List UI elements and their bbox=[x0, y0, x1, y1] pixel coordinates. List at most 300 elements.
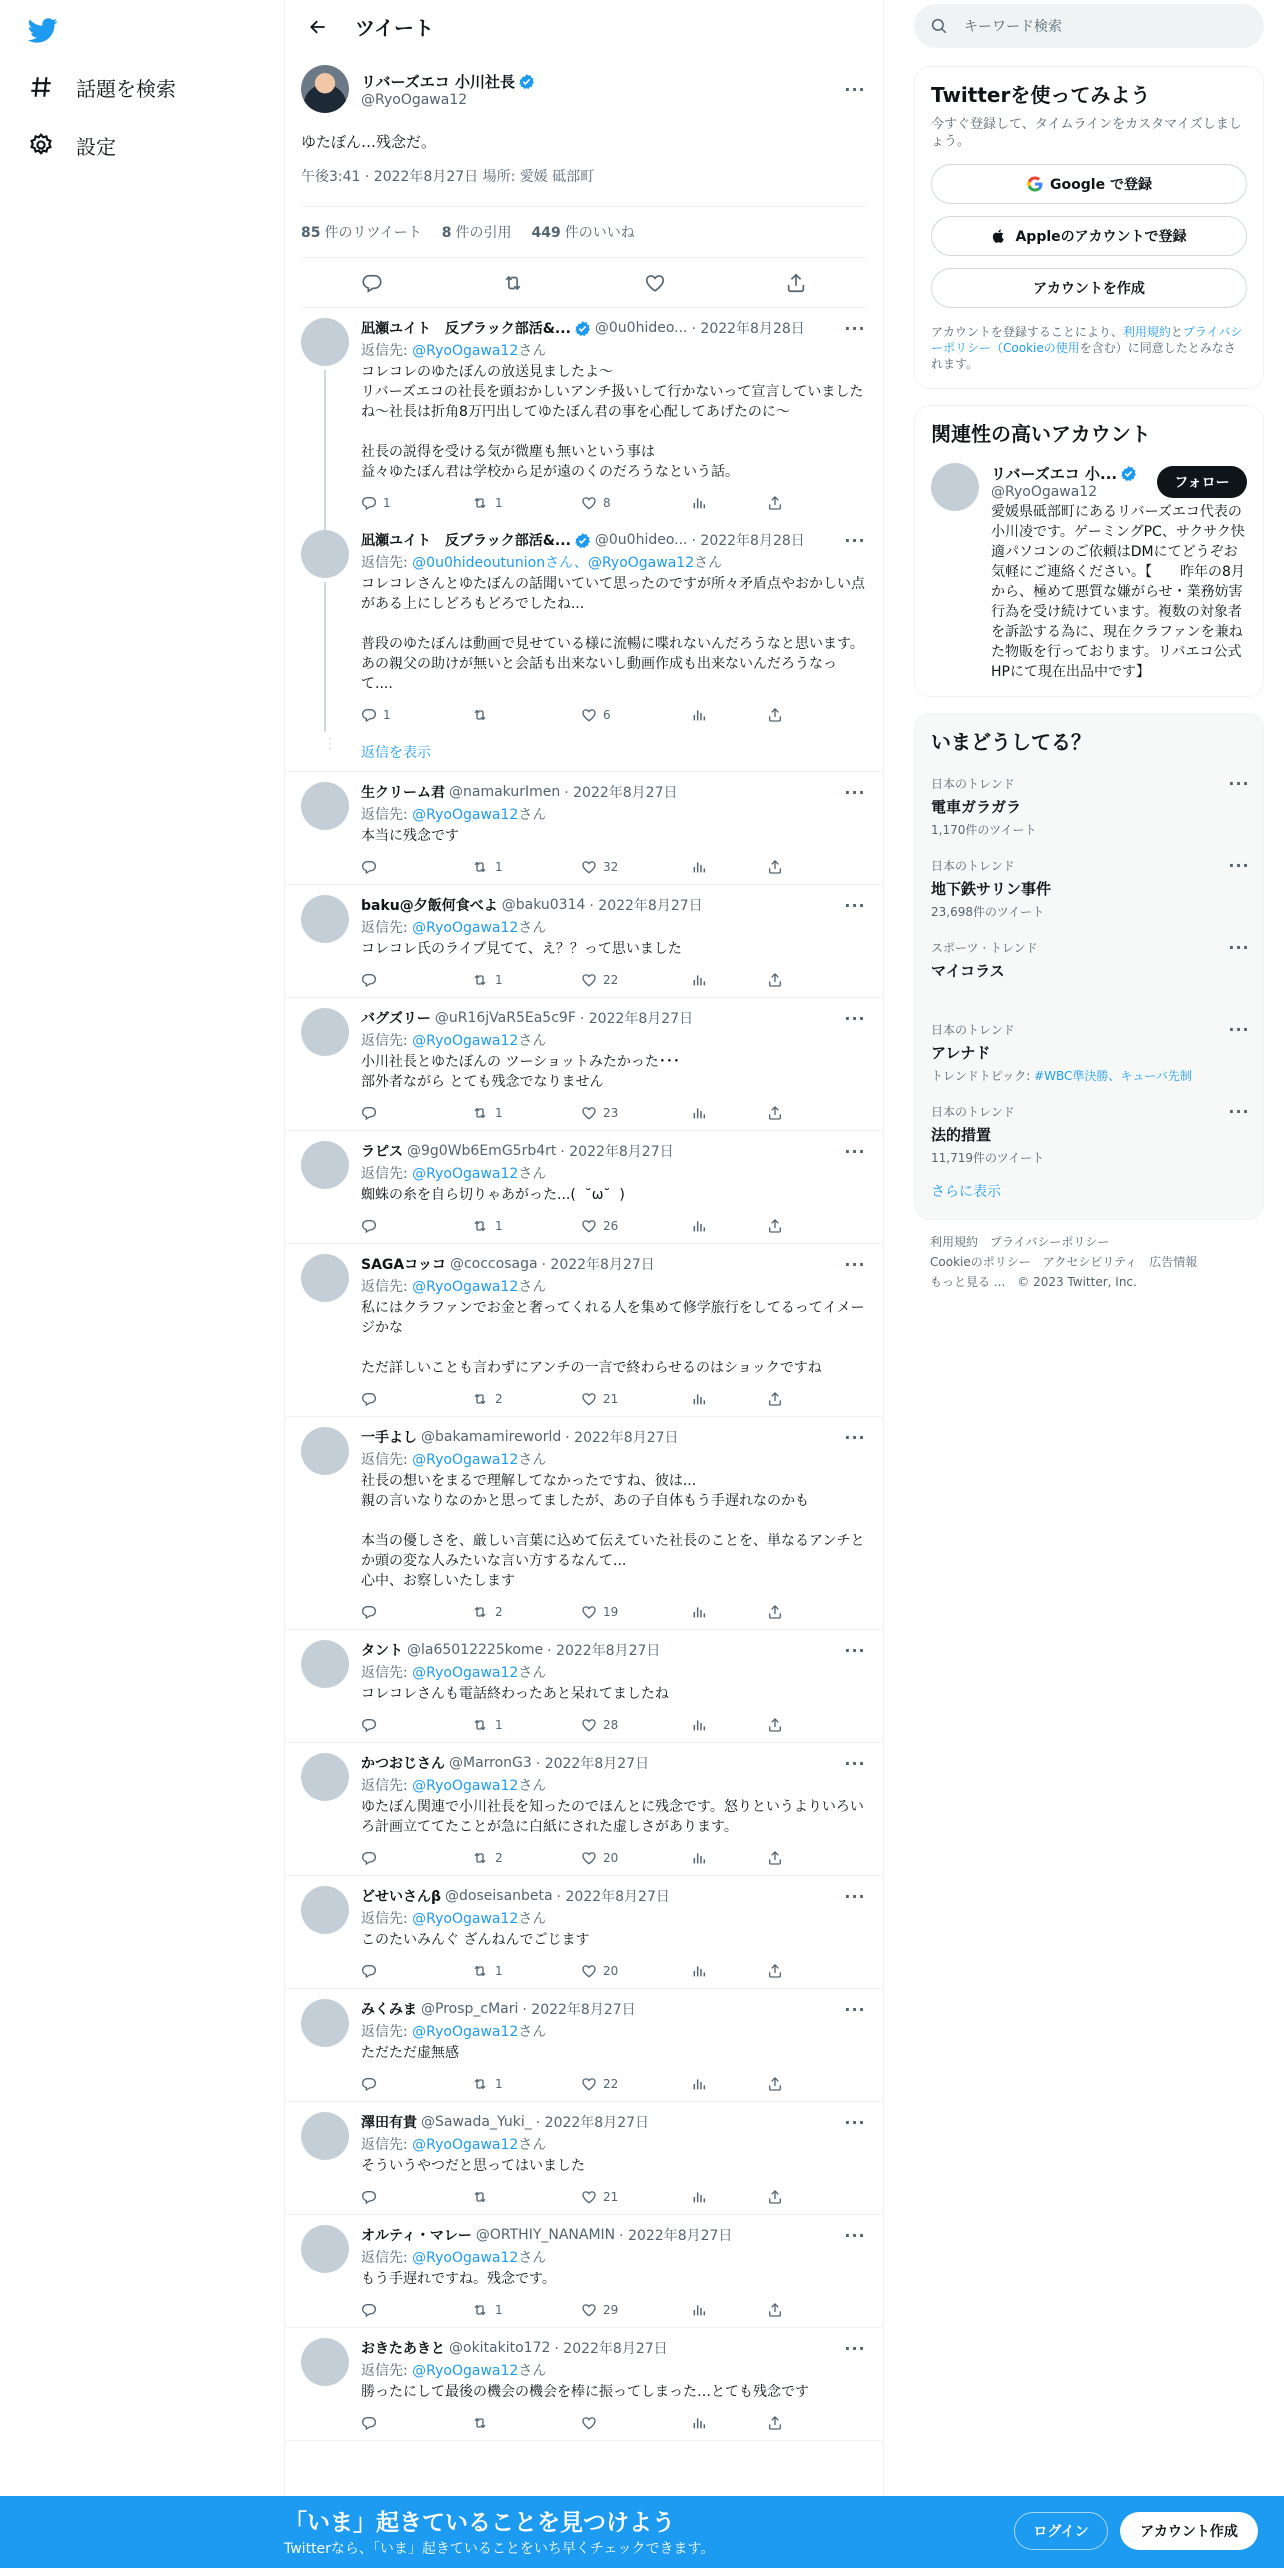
reply-to-line: 返信先: @RyoOgawa12さん bbox=[361, 2137, 547, 2153]
reply-date[interactable]: · 2022年8月28日 bbox=[691, 321, 805, 337]
share-icon bbox=[767, 1604, 789, 1620]
more-options-icon[interactable]: ··· bbox=[1228, 937, 1250, 957]
signup-banner bbox=[0, 2496, 1284, 2568]
reply-actions bbox=[361, 963, 867, 997]
share-button[interactable] bbox=[767, 2415, 843, 2431]
like-button[interactable]: 6 bbox=[581, 707, 691, 723]
reply-tweet[interactable] bbox=[285, 308, 883, 520]
banner-headline: 「いま」起きていることを見つけよう bbox=[284, 2510, 675, 2536]
retweet-button[interactable]: 1 bbox=[471, 2076, 581, 2092]
reply-author-handle[interactable]: @la65012225kome bbox=[407, 1642, 544, 1658]
reply-icon bbox=[361, 2189, 383, 2205]
share-button[interactable] bbox=[767, 1105, 843, 1121]
like-icon bbox=[581, 972, 603, 988]
login-button[interactable]: ログイン bbox=[1014, 2512, 1108, 2550]
like-icon bbox=[581, 1963, 603, 1979]
like-icon[interactable] bbox=[644, 272, 666, 294]
reply-date[interactable]: · 2022年8月27日 bbox=[619, 2228, 733, 2244]
trends-title: いまどうしてる？ bbox=[931, 730, 1091, 754]
reply-author-name[interactable]: タント bbox=[361, 1643, 403, 1659]
reply-author-name[interactable]: バグズリー bbox=[361, 1011, 431, 1027]
privacy-link[interactable]: プライバシーポリシー（Cookieの使用 bbox=[931, 325, 1243, 355]
reply-author-name[interactable]: みくみま bbox=[361, 2002, 417, 2018]
reply-to-line: 返信先: @RyoOgawa12さん bbox=[361, 1778, 547, 1794]
retweet-button[interactable] bbox=[471, 707, 581, 723]
reply-to-line: 返信先: @RyoOgawa12さん bbox=[361, 1911, 547, 1927]
views-button[interactable] bbox=[691, 1218, 767, 1234]
share-button[interactable] bbox=[767, 2076, 843, 2092]
more-options-icon[interactable]: ··· bbox=[844, 2338, 866, 2358]
avatar[interactable] bbox=[301, 530, 349, 578]
reply-button[interactable] bbox=[361, 1604, 471, 1620]
share-button[interactable] bbox=[767, 1850, 843, 1866]
like-button[interactable]: 22 bbox=[581, 972, 691, 988]
reply-button[interactable] bbox=[361, 2076, 471, 2092]
reply-author-name[interactable]: かつおじさん bbox=[361, 1756, 445, 1772]
reply-author-handle[interactable]: @uR16jVaR5Ea5c9F bbox=[434, 1010, 576, 1026]
reply-to-mention[interactable]: @RyoOgawa12 bbox=[412, 1166, 519, 1182]
footer-link[interactable]: 利用規約 bbox=[930, 1235, 979, 1249]
more-options-icon[interactable]: ··· bbox=[1228, 1019, 1250, 1039]
reply-actions bbox=[361, 1708, 867, 1742]
avatar[interactable] bbox=[301, 1141, 349, 1189]
reply-button[interactable] bbox=[361, 1963, 471, 1979]
like-button[interactable]: 26 bbox=[581, 1218, 691, 1234]
reply-date[interactable]: · 2022年8月27日 bbox=[535, 2115, 650, 2131]
reply-text: コレコレさんも電話終わったあと呆れてましたね bbox=[361, 1686, 669, 1702]
like-button[interactable]: 22 bbox=[581, 2076, 691, 2092]
share-button[interactable] bbox=[767, 2189, 843, 2205]
share-icon bbox=[767, 495, 789, 511]
views-icon bbox=[691, 707, 713, 723]
reply-button[interactable] bbox=[361, 972, 471, 988]
reply-button[interactable]: 1 bbox=[361, 495, 471, 511]
more-options-icon[interactable]: ··· bbox=[844, 782, 866, 802]
reply-to-mention[interactable]: @RyoOgawa12 bbox=[412, 2363, 519, 2379]
like-icon bbox=[581, 1850, 603, 1866]
follow-button[interactable]: フォロー bbox=[1157, 466, 1247, 498]
trends-card bbox=[914, 713, 1264, 1220]
reply-author-handle[interactable]: @0u0hideo... bbox=[594, 532, 688, 548]
quote-count[interactable]: 8 件の引用 bbox=[441, 225, 512, 241]
views-icon bbox=[691, 1963, 713, 1979]
trend-meta: 日本のトレンド bbox=[931, 859, 1015, 873]
like-button[interactable]: 23 bbox=[581, 1105, 691, 1121]
avatar[interactable] bbox=[301, 1753, 349, 1801]
reply-icon bbox=[361, 1105, 383, 1121]
reply-date[interactable]: · 2022年8月27日 bbox=[522, 2002, 636, 2018]
views-button[interactable] bbox=[691, 1105, 767, 1121]
reply-date[interactable]: · 2022年8月27日 bbox=[560, 1144, 674, 1160]
reply-date[interactable]: · 2022年8月27日 bbox=[554, 2341, 668, 2357]
reply-author-handle[interactable]: @0u0hideo... bbox=[594, 320, 688, 336]
share-button[interactable] bbox=[767, 1218, 843, 1234]
reply-author-name[interactable]: baku@夕飯何食べよ bbox=[361, 898, 498, 914]
like-button[interactable]: 32 bbox=[581, 859, 691, 875]
retweet-icon bbox=[471, 2076, 495, 2092]
avatar[interactable] bbox=[301, 2338, 349, 2386]
retweet-button[interactable]: 2 bbox=[471, 1604, 581, 1620]
reply-author-handle[interactable]: @doseisanbeta bbox=[445, 1888, 553, 1904]
views-icon bbox=[691, 2076, 713, 2092]
retweet-button[interactable]: 2 bbox=[471, 1391, 581, 1407]
reply-author-name[interactable]: 生クリーム君 bbox=[361, 785, 445, 801]
share-button[interactable] bbox=[767, 495, 843, 511]
apple-signup-button[interactable]: Appleのアカウントで登録 bbox=[931, 216, 1247, 256]
share-button[interactable] bbox=[767, 707, 843, 723]
more-options-icon[interactable]: ··· bbox=[844, 79, 866, 99]
views-button[interactable] bbox=[691, 1717, 767, 1733]
author-name[interactable]: リバーズエコ 小川社長 bbox=[361, 72, 516, 91]
retweet-button[interactable] bbox=[471, 2415, 581, 2431]
avatar[interactable] bbox=[301, 1008, 349, 1056]
reply-author-name[interactable]: どせいさんβ bbox=[361, 1889, 442, 1905]
share-button[interactable] bbox=[767, 859, 843, 875]
avatar[interactable] bbox=[301, 65, 349, 113]
trend-name: アレナド bbox=[931, 1044, 991, 1062]
views-button[interactable] bbox=[691, 2302, 767, 2318]
gear-icon bbox=[26, 130, 56, 160]
reply-to-mention[interactable]: @RyoOgawa12 bbox=[412, 1452, 519, 1468]
search-box[interactable] bbox=[914, 4, 1264, 48]
reply-button[interactable] bbox=[361, 2302, 471, 2318]
reply-tweet[interactable] bbox=[285, 772, 883, 885]
avatar[interactable] bbox=[301, 1427, 349, 1475]
share-button[interactable] bbox=[767, 1717, 843, 1733]
reply-to-line: 返信先: @RyoOgawa12さん bbox=[361, 1166, 547, 1182]
avatar[interactable] bbox=[301, 2112, 349, 2160]
like-button[interactable]: 29 bbox=[581, 2302, 691, 2318]
reply-tweet[interactable] bbox=[285, 1743, 883, 1876]
trend-topic: トレンドトピック: #WBC準決勝、キューバ先制 bbox=[931, 1069, 1192, 1083]
more-options-icon[interactable]: ··· bbox=[844, 530, 866, 550]
terms-link[interactable]: 利用規約 bbox=[1122, 325, 1171, 339]
footer-more-link[interactable]: もっと見る ... bbox=[930, 1275, 1006, 1289]
reply-tweet[interactable] bbox=[285, 1131, 883, 1244]
reply-to-mention[interactable]: @RyoOgawa12 bbox=[412, 343, 519, 359]
reply-button[interactable] bbox=[361, 2189, 471, 2205]
reply-text: もう手遅れですね。残念です。 bbox=[361, 2271, 556, 2287]
related-account[interactable] bbox=[931, 463, 1247, 682]
reply-button[interactable] bbox=[361, 859, 471, 875]
reply-button[interactable] bbox=[361, 1218, 471, 1234]
reply-to-mention[interactable]: @RyoOgawa12 bbox=[412, 1033, 519, 1049]
footer-link[interactable]: プライバシーポリシー bbox=[990, 1235, 1110, 1249]
trend-item[interactable] bbox=[915, 927, 1263, 1009]
thread-line bbox=[324, 520, 326, 528]
views-button[interactable] bbox=[691, 1391, 767, 1407]
reply-to-mention[interactable]: @RyoOgawa12 bbox=[412, 2137, 519, 2153]
verified-badge-icon bbox=[1120, 465, 1137, 482]
avatar[interactable] bbox=[301, 1254, 349, 1302]
show-replies-link[interactable]: ⋮ 返信を表示 bbox=[285, 732, 883, 772]
reply-to-mention[interactable]: @0u0hideoutunionさん、@RyoOgawa12 bbox=[412, 555, 695, 571]
reply-date[interactable]: · 2022年8月27日 bbox=[541, 1257, 655, 1273]
nav-settings[interactable] bbox=[26, 121, 116, 169]
trends-show-more[interactable]: さらに表示 bbox=[931, 1184, 1001, 1200]
google-logo-icon bbox=[1026, 175, 1044, 193]
trend-item[interactable] bbox=[915, 1091, 1263, 1173]
avatar[interactable] bbox=[301, 1640, 349, 1688]
retweet-icon[interactable] bbox=[502, 272, 524, 294]
create-account-button[interactable]: アカウントを作成 bbox=[931, 268, 1247, 308]
more-options-icon[interactable]: ··· bbox=[1228, 773, 1250, 793]
views-button[interactable] bbox=[691, 2076, 767, 2092]
reply-tweet[interactable] bbox=[285, 1244, 883, 1417]
reply-author-handle[interactable]: @MarronG3 bbox=[449, 1755, 532, 1771]
reply-author-name[interactable]: オルティ・マレー bbox=[361, 2228, 472, 2244]
reply-text: 私にはクラファンでお金と奢ってくれる人を集めて修学旅行をしてるってイメージかな ただ詳しいことも言わずにアンチの一言で終わらせるのはショックですね bbox=[361, 1300, 865, 1376]
avatar[interactable] bbox=[301, 2225, 349, 2273]
thread-line bbox=[324, 370, 326, 530]
share-button[interactable] bbox=[767, 1604, 843, 1620]
trend-item[interactable] bbox=[915, 1009, 1263, 1091]
reply-tweet[interactable] bbox=[285, 1989, 883, 2102]
reply-tweet[interactable] bbox=[285, 1876, 883, 1989]
page-title: ツイート bbox=[355, 16, 434, 40]
tweet-meta[interactable]: 午後3:41 · 2022年8月27日 場所: 愛媛 砥部町 bbox=[301, 169, 595, 185]
more-options-icon[interactable]: ··· bbox=[844, 1427, 866, 1447]
more-options-icon[interactable]: ··· bbox=[844, 318, 866, 338]
reply-tweet[interactable] bbox=[285, 2328, 883, 2441]
more-options-icon[interactable]: ··· bbox=[844, 1886, 866, 1906]
views-button[interactable] bbox=[691, 1963, 767, 1979]
views-button[interactable] bbox=[691, 1850, 767, 1866]
reply-to-mention[interactable]: @RyoOgawa12 bbox=[412, 1911, 519, 1927]
retweet-button[interactable]: 1 bbox=[471, 859, 581, 875]
views-button[interactable] bbox=[691, 495, 767, 511]
views-button[interactable] bbox=[691, 859, 767, 875]
like-count[interactable]: 449 件のいいね bbox=[531, 225, 635, 241]
reply-tweet[interactable] bbox=[285, 1417, 883, 1630]
more-options-icon[interactable]: ··· bbox=[1228, 1101, 1250, 1121]
thread-line bbox=[324, 582, 326, 732]
avatar[interactable] bbox=[301, 895, 349, 943]
reply-author-handle[interactable]: @Sawada_Yuki_ bbox=[421, 2114, 532, 2130]
retweet-button[interactable]: 1 bbox=[471, 1218, 581, 1234]
reply-date[interactable]: · 2022年8月28日 bbox=[691, 533, 805, 549]
retweet-button[interactable]: 1 bbox=[471, 972, 581, 988]
trend-name: 地下鉄サリン事件 bbox=[931, 880, 1052, 898]
like-button[interactable]: 19 bbox=[581, 1604, 691, 1620]
reply-icon bbox=[361, 1850, 383, 1866]
reply-author-name[interactable]: 一手よし bbox=[361, 1430, 417, 1446]
google-signup-button[interactable]: Google で登録 bbox=[931, 164, 1247, 204]
like-button[interactable]: 21 bbox=[581, 1391, 691, 1407]
more-options-icon[interactable]: ··· bbox=[844, 1640, 866, 1660]
views-icon bbox=[691, 2189, 713, 2205]
reply-icon bbox=[361, 1391, 383, 1407]
avatar[interactable] bbox=[931, 463, 979, 511]
retweet-icon bbox=[471, 2189, 495, 2205]
like-button[interactable]: 20 bbox=[581, 1963, 691, 1979]
reply-author-name[interactable]: おきたあきと bbox=[361, 2341, 445, 2357]
avatar[interactable] bbox=[301, 782, 349, 830]
reply-icon bbox=[361, 495, 383, 511]
reply-author-handle[interactable]: @baku0314 bbox=[501, 897, 586, 913]
views-button[interactable] bbox=[691, 972, 767, 988]
retweet-button[interactable]: 1 bbox=[471, 2302, 581, 2318]
retweet-button[interactable]: 1 bbox=[471, 1105, 581, 1121]
author-handle[interactable]: @RyoOgawa12 bbox=[361, 91, 468, 108]
reply-to-mention[interactable]: @RyoOgawa12 bbox=[412, 1778, 519, 1794]
nav-explore-label: 話題を検索 bbox=[76, 76, 176, 101]
reply-actions bbox=[361, 1096, 867, 1130]
reply-to-mention[interactable]: @RyoOgawa12 bbox=[412, 807, 519, 823]
like-button[interactable]: 20 bbox=[581, 1850, 691, 1866]
trend-item[interactable] bbox=[915, 845, 1263, 927]
reply-author-handle[interactable]: @namakurImen bbox=[449, 784, 561, 800]
search-icon bbox=[930, 17, 964, 35]
reply-author-name[interactable]: 凪瀬ユイト 反ブラック部活&... bbox=[361, 533, 571, 549]
reply-author-handle[interactable]: @ORTHIY_NANAMIN bbox=[475, 2227, 616, 2243]
reply-tweet[interactable] bbox=[285, 2215, 883, 2328]
reply-to-mention[interactable]: @RyoOgawa12 bbox=[412, 1665, 519, 1681]
reply-date[interactable]: · 2022年8月27日 bbox=[564, 785, 678, 801]
share-icon bbox=[767, 1963, 789, 1979]
reply-button[interactable] bbox=[361, 1717, 471, 1733]
like-button[interactable] bbox=[581, 2415, 691, 2431]
more-options-icon[interactable]: ··· bbox=[844, 1254, 866, 1274]
views-button[interactable] bbox=[691, 2415, 767, 2431]
reply-button[interactable] bbox=[361, 1105, 471, 1121]
like-button[interactable]: 28 bbox=[581, 1717, 691, 1733]
reply-to-mention[interactable]: @RyoOgawa12 bbox=[412, 920, 519, 936]
reply-tweet[interactable] bbox=[285, 998, 883, 1131]
share-button[interactable] bbox=[767, 2302, 843, 2318]
like-button[interactable]: 21 bbox=[581, 2189, 691, 2205]
more-options-icon[interactable]: ··· bbox=[844, 1753, 866, 1773]
twitter-logo-icon[interactable] bbox=[28, 14, 60, 46]
reply-date[interactable]: · 2022年8月27日 bbox=[579, 1011, 694, 1027]
reply-icon bbox=[361, 707, 383, 723]
retweet-button[interactable]: 2 bbox=[471, 1850, 581, 1866]
reply-date[interactable]: · 2022年8月27日 bbox=[589, 898, 703, 914]
like-icon bbox=[581, 859, 603, 875]
reply-to-mention[interactable]: @RyoOgawa12 bbox=[412, 2024, 519, 2040]
retweet-icon bbox=[471, 1391, 495, 1407]
share-icon bbox=[767, 2076, 789, 2092]
reply-to-mention[interactable]: @RyoOgawa12 bbox=[412, 1279, 519, 1295]
footer-link[interactable]: アクセシビリティ bbox=[1042, 1255, 1138, 1269]
reply-tweet[interactable] bbox=[285, 885, 883, 998]
more-options-icon[interactable]: ··· bbox=[844, 2225, 866, 2245]
share-button[interactable] bbox=[767, 1963, 843, 1979]
reply-to-mention[interactable]: @RyoOgawa12 bbox=[412, 2250, 519, 2266]
views-icon bbox=[691, 1105, 713, 1121]
views-button[interactable] bbox=[691, 707, 767, 723]
retweet-button[interactable]: 1 bbox=[471, 495, 581, 511]
nav-explore[interactable] bbox=[26, 63, 176, 111]
more-options-icon[interactable]: ··· bbox=[844, 1008, 866, 1028]
reply-button[interactable] bbox=[361, 1391, 471, 1407]
reply-actions bbox=[361, 486, 867, 520]
reply-author-handle[interactable]: @okitakito172 bbox=[449, 2340, 551, 2356]
share-button[interactable] bbox=[767, 1391, 843, 1407]
reply-tweet[interactable] bbox=[285, 2102, 883, 2215]
reply-button[interactable] bbox=[361, 2415, 471, 2431]
reply-author-handle[interactable]: @Prosp_cMari bbox=[421, 2001, 519, 2017]
reply-text: 蜘蛛の糸を自ら切りゃあがった...( ˘ω˘ ) bbox=[361, 1187, 625, 1203]
share-button[interactable] bbox=[767, 972, 843, 988]
retweet-icon bbox=[471, 1850, 495, 1866]
more-options-icon[interactable]: ··· bbox=[844, 1999, 866, 2019]
search-input[interactable]: キーワード検索 bbox=[964, 19, 1062, 35]
reply-text: 勝ったにして最後の機会の機会を棒に振ってしまった…とても残念です bbox=[361, 2384, 809, 2400]
reply-tweet[interactable] bbox=[285, 1630, 883, 1743]
views-icon bbox=[691, 2415, 713, 2431]
reply-date[interactable]: · 2022年8月27日 bbox=[565, 1430, 679, 1446]
main-column bbox=[284, 0, 884, 2568]
verified-badge-icon bbox=[574, 320, 591, 337]
views-button[interactable] bbox=[691, 1604, 767, 1620]
reply-author-handle[interactable]: @coccosaga bbox=[449, 1256, 538, 1272]
trend-name: マイコラス bbox=[931, 962, 1005, 980]
related-account-bio: 愛媛県砥部町にあるリバーズエコ代表の小川凌です。ゲーミングPC、サクサク快適パソコンのご依頼はDMにてどうぞお気軽にご連絡ください。【 昨年の8月から、極めて悪質な嫌がらせ・業務妨害行為を受け続けています。複数の対象者を訴訟する為に、現在クラファンを兼ねた物販を行っております。リバエコ公式HPにて現在出品中です】 bbox=[991, 504, 1245, 680]
reply-icon bbox=[361, 1717, 383, 1733]
trend-meta: スポーツ · トレンド bbox=[931, 941, 1038, 955]
more-options-icon[interactable]: ··· bbox=[844, 1141, 866, 1161]
reply-tweet[interactable] bbox=[285, 520, 883, 732]
related-account-name[interactable]: リバーズエコ 小... bbox=[991, 465, 1118, 483]
reply-button[interactable]: 1 bbox=[361, 707, 471, 723]
reply-author-handle[interactable]: @bakamamireworld bbox=[421, 1429, 562, 1445]
reply-icon[interactable] bbox=[361, 272, 383, 294]
reply-date[interactable]: · 2022年8月27日 bbox=[556, 1889, 670, 1905]
back-arrow-icon[interactable] bbox=[301, 10, 335, 44]
like-button[interactable]: 8 bbox=[581, 495, 691, 511]
copyright: © 2023 Twitter, Inc. bbox=[1017, 1275, 1137, 1289]
share-icon[interactable] bbox=[785, 272, 807, 294]
footer-link[interactable]: Cookieのポリシー bbox=[930, 1255, 1031, 1269]
more-options-icon[interactable]: ··· bbox=[1228, 855, 1250, 875]
avatar[interactable] bbox=[301, 1886, 349, 1934]
views-icon bbox=[691, 1604, 713, 1620]
views-icon bbox=[691, 2302, 713, 2318]
verified-badge-icon bbox=[518, 73, 535, 90]
more-options-icon[interactable]: ··· bbox=[844, 2112, 866, 2132]
reply-button[interactable] bbox=[361, 1850, 471, 1866]
reply-text: ゆたぼん関連で小川社長を知ったのでほんとに残念です。怒りというよりいろいろ計画立ててたことが急に白紙にされた虚しさがあります。 bbox=[361, 1799, 864, 1835]
retweet-button[interactable]: 1 bbox=[471, 1963, 581, 1979]
like-icon bbox=[581, 1717, 603, 1733]
reply-text: コレコレのゆたぼんの放送見ましたよ〜 リバーズエコの社長を頭おかしいアンチ扱いして行かないって宣言していましたね〜社長は折角8万円出してゆたぼん君の事を心配してあげたのに〜 社長の説得を受ける気が微塵も無いという事は 益々ゆたぼん君は学校から足が遠のくのだろうなという話。 bbox=[361, 364, 864, 480]
reply-author-name[interactable]: 凪瀬ユイト 反ブラック部活&... bbox=[361, 321, 571, 337]
signup-button[interactable]: アカウント作成 bbox=[1120, 2512, 1258, 2550]
avatar[interactable] bbox=[301, 1999, 349, 2047]
reply-author-name[interactable]: SAGAコッコ bbox=[361, 1257, 446, 1273]
reply-author-name[interactable]: 澤田有貴 bbox=[361, 2115, 417, 2131]
more-options-icon[interactable]: ··· bbox=[844, 895, 866, 915]
trend-list bbox=[915, 763, 1263, 1173]
reply-date[interactable]: · 2022年8月27日 bbox=[535, 1756, 650, 1772]
views-button[interactable] bbox=[691, 2189, 767, 2205]
retweet-icon bbox=[471, 859, 495, 875]
avatar[interactable] bbox=[301, 318, 349, 366]
reply-date[interactable]: · 2022年8月27日 bbox=[547, 1643, 661, 1659]
retweet-button[interactable] bbox=[471, 2189, 581, 2205]
reply-author-handle[interactable]: @9g0Wb6EmG5rb4rt bbox=[407, 1143, 557, 1159]
trend-item[interactable] bbox=[915, 763, 1263, 845]
like-icon bbox=[581, 1391, 603, 1407]
retweet-count[interactable]: 85 件のリツイート bbox=[301, 225, 422, 241]
like-icon bbox=[581, 1604, 603, 1620]
reply-author-name[interactable]: ラピス bbox=[361, 1144, 403, 1160]
retweet-button[interactable]: 1 bbox=[471, 1717, 581, 1733]
trend-count: 1,170件のツイート bbox=[931, 823, 1037, 837]
footer-link[interactable]: 広告情報 bbox=[1149, 1255, 1198, 1269]
reply-actions bbox=[361, 1954, 867, 1988]
